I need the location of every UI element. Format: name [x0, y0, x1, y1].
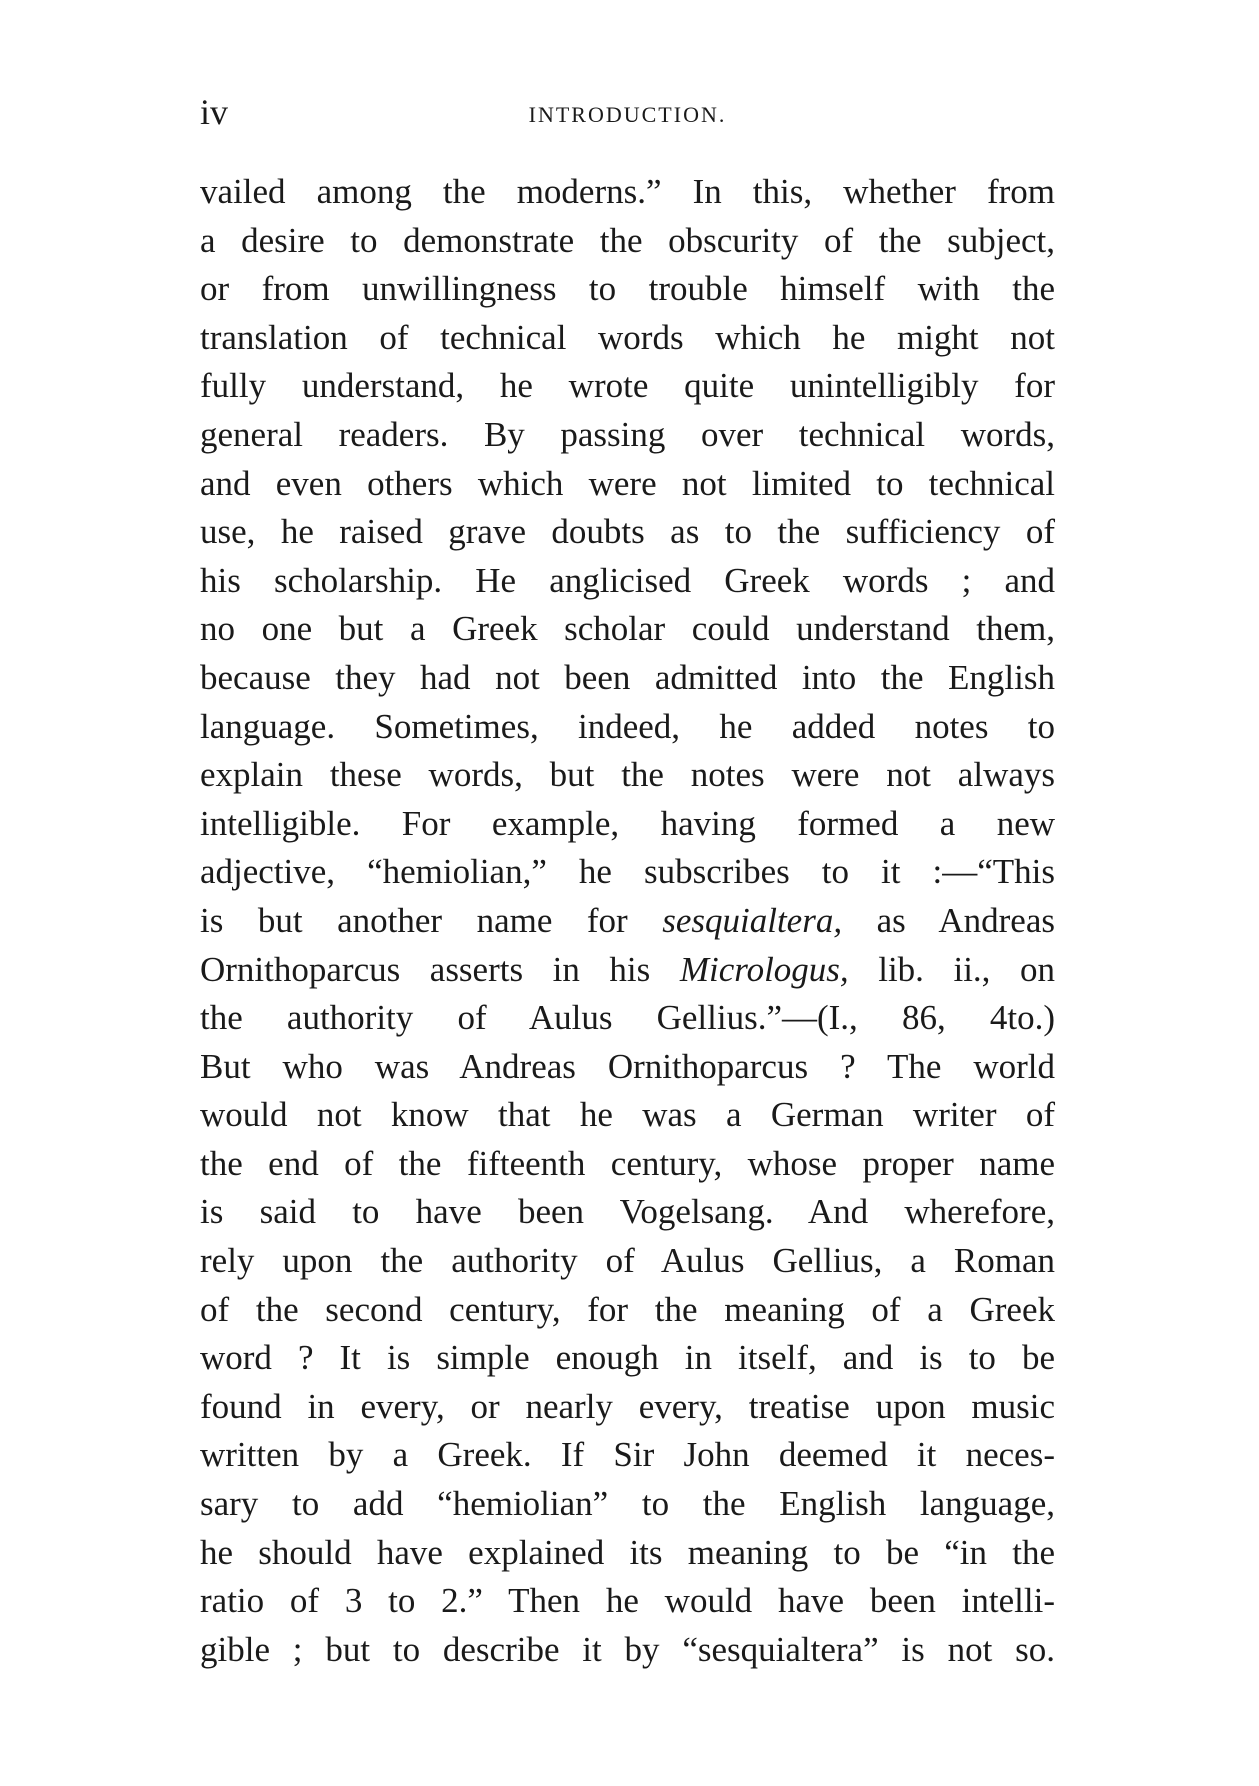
text-line: written by a Greek. If Sir John deemed it neces- [200, 1435, 1055, 1475]
text-line: or from unwillingness to trouble himself with the [200, 269, 1055, 309]
text-line [200, 897, 1055, 946]
text-line: intelligible. For example, having formed a new [200, 803, 1055, 843]
text-line: translation of technical words which he might not [200, 317, 1055, 357]
text-segment: is but another name for [200, 900, 663, 940]
text-line: use, he raised grave doubts as to the sufficiency of [200, 512, 1055, 552]
text-line: because they had not been admitted into the English [200, 657, 1055, 697]
text-line [200, 946, 1055, 995]
italic-term: Micrologus, [679, 949, 849, 989]
text-line: is said to have been Vogelsang. And wherefore, [200, 1192, 1055, 1232]
text-segment: as Andreas [842, 900, 1055, 940]
text-line: sary to add “hemiolian” to the English language, [200, 1484, 1055, 1524]
text-line: explain these words, but the notes were not always [200, 755, 1055, 795]
text-line: his scholarship. He anglicised Greek words ; and [200, 560, 1055, 600]
text-line: general readers. By passing over technical words, [200, 414, 1055, 454]
text-line: rely upon the authority of Aulus Gellius, a Roman [200, 1241, 1055, 1281]
text-line: ratio of 3 to 2.” Then he would have been intelli- [200, 1581, 1055, 1621]
text-line: the authority of Aulus Gellius.”—(I., 86, 4to.) [200, 998, 1055, 1038]
text-line: found in every, or nearly every, treatise upon music [200, 1386, 1055, 1426]
text-line: the end of the fifteenth century, whose proper name [200, 1143, 1055, 1183]
page-header [200, 92, 1055, 132]
text-line: he should have explained its meaning to be “in the [200, 1532, 1055, 1572]
text-line: and even others which were not limited to technical [200, 463, 1055, 503]
running-head: INTRODUCTION. [528, 102, 727, 127]
text-line: language. Sometimes, indeed, he added notes to [200, 706, 1055, 746]
text-line: a desire to demonstrate the obscurity of the subject, [200, 220, 1055, 260]
text-line: gible ; but to describe it by “sesquialtera” is not so. [200, 1629, 1055, 1669]
text-line: would not know that he was a German writer of [200, 1095, 1055, 1135]
page-number: iv [200, 92, 229, 132]
text-line: adjective, “hemiolian,” he subscribes to it :—“This [200, 852, 1055, 892]
text-segment: Ornithoparcus asserts in his [200, 949, 680, 989]
text-line: no one but a Greek scholar could understand them, [200, 609, 1055, 649]
italic-term: sesquialtera, [662, 900, 843, 940]
body-text [200, 168, 1055, 1674]
text-segment: lib. ii., on [848, 949, 1055, 989]
text-line: But who was Andreas Ornithoparcus ? The world [200, 1046, 1055, 1086]
text-line: fully understand, he wrote quite unintelligibly for [200, 366, 1055, 406]
text-line: word ? It is simple enough in itself, and is to be [200, 1338, 1055, 1378]
text-line: of the second century, for the meaning of a Greek [200, 1289, 1055, 1329]
text-line: vailed among the moderns.” In this, whether from [200, 172, 1055, 211]
